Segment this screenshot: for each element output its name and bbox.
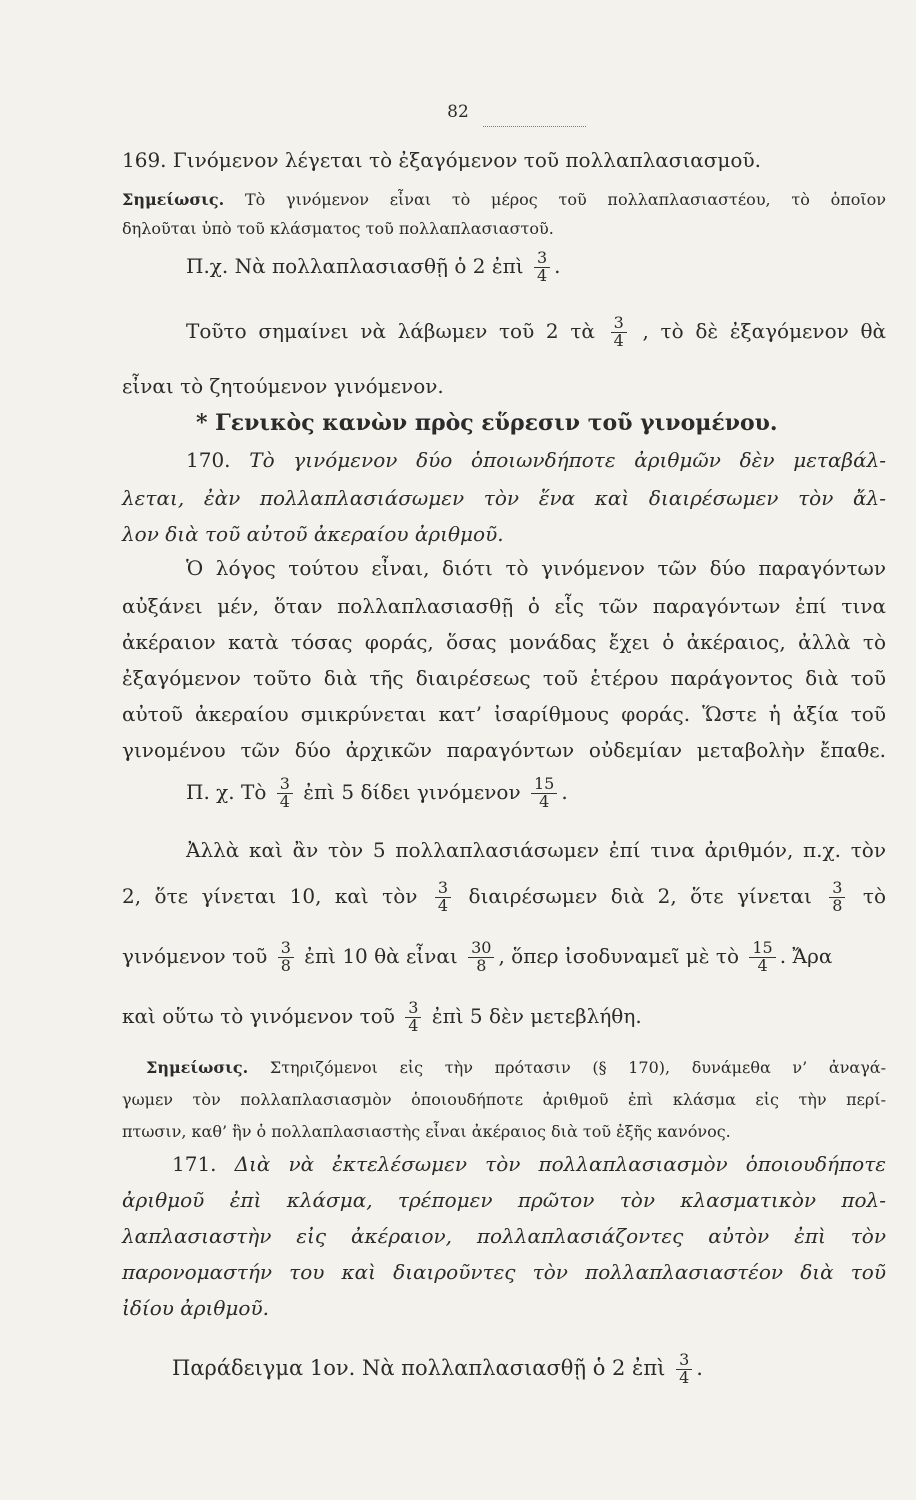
fraction	[278, 940, 294, 975]
example-2	[186, 776, 886, 811]
example-3-l4b: ἐπὶ 5 δὲν μετεβλήθη.	[431, 1003, 642, 1028]
example-3-l2c: τὸ	[862, 883, 887, 908]
example-3-l2b: διαιρέσωμεν διὰ 2, ὅτε γίνεται	[468, 883, 812, 908]
section-169	[122, 148, 886, 172]
fraction-numerator: 3	[437, 878, 449, 897]
example-3-l3c: , ὅπερ ἰσοδυναμεῖ μὲ τὸ	[498, 943, 739, 968]
fraction-denominator: 4	[611, 332, 627, 350]
section-169-text: Γινόμενον λέγεται τὸ ἐξαγόμενον τοῦ πολλαπλασιασμοῦ.	[172, 148, 761, 172]
reason-line-4: ἐξαγόμενον τοῦτο διὰ τῆς διαιρέσεως τοῦ ἑτέρου παράγοντος διὰ τοῦ	[122, 666, 886, 690]
example-3-line-2	[122, 880, 886, 915]
fraction-numerator: 3	[279, 774, 290, 793]
example-3-l2a: 2, ὅτε γίνεται 10, καὶ τὸν	[122, 883, 418, 908]
example-1-post: .	[554, 253, 561, 278]
fraction	[611, 315, 627, 350]
section-171-line-4: παρονομαστήν του καὶ διαιροῦντες τὸν πολλαπλασιαστέον διὰ τοῦ	[122, 1260, 886, 1284]
example-3-l3b: ἐπὶ 10 θὰ εἶναι	[304, 943, 458, 968]
section-171-text-1: Διὰ νὰ ἐκτελέσωμεν τὸν πολλαπλασιασμὸν ὁποιουδήποτε	[234, 1152, 886, 1176]
section-170-text-1: Τὸ γινόμενον δύο ὁποιωνδήποτε ἀριθμῶν δὲν μεταβάλ-	[249, 448, 887, 472]
section-171-line-1	[172, 1152, 886, 1176]
fraction-denominator: 4	[749, 957, 775, 975]
note-2-line-1	[146, 1058, 886, 1077]
section-169-number: 169.	[122, 148, 167, 172]
note-1-label: Σημείωσις.	[122, 190, 225, 209]
example-4-post: .	[696, 1355, 703, 1380]
section-171-line-3: λαπλασιαστὴν εἰς ἀκέραιον, πολλαπλασιάζοντες αὐτὸν ἐπὶ τὸν	[122, 1224, 886, 1248]
fraction	[534, 250, 550, 285]
example-1	[186, 250, 886, 285]
section-171-line-5: ἰδίου ἀριθμοῦ.	[122, 1296, 269, 1320]
fraction-numerator: 3	[280, 938, 291, 957]
reason-line-1: Ὁ λόγος τούτου εἶναι, διότι τὸ γινόμενον τῶν δύο παραγόντων	[186, 556, 886, 580]
reason-line-2: αὐξάνει μέν, ὅταν πολλαπλασιασθῇ ὁ εἷς τῶν παραγόντων ἐπί τινα	[122, 594, 886, 618]
fraction-numerator: 30	[471, 938, 492, 957]
note-1-text-1: Τὸ γινόμενον εἶναι τὸ μέρος τοῦ πολλαπλασιαστέου, τὸ ὁποῖον	[244, 190, 887, 209]
note-2-label: Σημείωσις.	[146, 1058, 249, 1077]
section-heading: * Γενικὸς κανὼν πρὸς εὕρεσιν τοῦ γινομένου.	[196, 410, 778, 436]
fraction	[531, 776, 557, 811]
example-4	[172, 1352, 886, 1387]
section-170-line-1	[186, 448, 886, 472]
fraction-numerator: 3	[536, 248, 548, 267]
example-3-l3a: γινόμενον τοῦ	[122, 943, 268, 968]
fraction	[829, 880, 845, 915]
example-1-text: Π.χ. Νὰ πολλαπλασιασθῇ ὁ 2 ἐπὶ	[186, 253, 524, 278]
example-3-line-1: Ἀλλὰ καὶ ἂν τὸν 5 πολλαπλασιάσωμεν ἐπί τινα ἀριθμόν, π.χ. τὸν	[186, 838, 886, 862]
example-2-text-b: ἐπὶ 5 δίδει γινόμενον	[303, 779, 521, 804]
example-1-explanation	[186, 315, 886, 350]
example-2-text-c: .	[561, 779, 568, 804]
fraction-denominator: 4	[277, 793, 293, 811]
fraction	[749, 940, 775, 975]
note-2-line-2: γωμεν τὸν πολλαπλασιασμὸν ὁποιουδήποτε ἀριθμοῦ ἐπὶ κλάσμα εἰς τὴν περί-	[122, 1090, 886, 1109]
example-1-explanation-2: εἶναι τὸ ζητούμενον γινόμενον.	[122, 374, 444, 398]
example-2-text-a: Π. χ. Τὸ	[186, 779, 267, 804]
section-171-line-2: ἀριθμοῦ ἐπὶ κλάσμα, τρέπομεν πρῶτον τὸν κλασματικὸν πολ-	[122, 1188, 886, 1212]
example-3-line-4	[122, 1000, 886, 1035]
fraction-denominator: 8	[829, 897, 845, 915]
reason-line-5: αὐτοῦ ἀκεραίου σμικρύνεται κατ’ ἰσαρίθμους φοράς. Ὥστε ἡ ἀξία τοῦ	[122, 702, 886, 726]
section-170-line-3: λον διὰ τοῦ αὐτοῦ ἀκεραίου ἀριθμοῦ.	[122, 522, 504, 546]
fraction-numerator: 15	[534, 774, 555, 793]
fraction-denominator: 4	[531, 793, 557, 811]
note-2-text-1: Στηριζόμενοι εἰς τὴν πρότασιν (§ 170), δυνάμεθα ν’ ἀναγά-	[269, 1058, 886, 1077]
example-1-expl-pre: Τοῦτο σημαίνει νὰ λάβωμεν τοῦ 2 τὰ	[186, 318, 595, 343]
note-2-line-3: πτωσιν, καθ’ ἣν ὁ πολλαπλασιαστὴς εἶναι ἀκέραιος διὰ τοῦ ἑξῆς κανόνος.	[122, 1122, 731, 1141]
section-170-line-2: λεται, ἐὰν πολλαπλασιάσωμεν τὸν ἕνα καὶ διαιρέσωμεν τὸν ἄλ-	[122, 486, 886, 510]
fraction-denominator: 4	[435, 897, 451, 915]
section-170-number: 170.	[186, 448, 231, 472]
reason-line-3: ἀκέραιον κατὰ τόσας φοράς, ὅσας μονάδας ἔχει ὁ ἀκέραιος, ἀλλὰ τὸ	[122, 630, 886, 654]
fraction-numerator: 3	[613, 313, 624, 332]
fraction	[405, 1000, 421, 1035]
example-1-expl-post: , τὸ δὲ ἐξαγόμενον θὰ	[642, 318, 887, 343]
fraction	[676, 1352, 692, 1387]
example-4-text: Παράδειγμα 1ον. Νὰ πολλαπλασιασθῇ ὁ 2 ἐπὶ	[172, 1355, 666, 1380]
fraction	[468, 940, 494, 975]
fraction-denominator: 8	[278, 957, 294, 975]
fraction-numerator: 3	[679, 1350, 690, 1369]
fraction-denominator: 4	[676, 1369, 692, 1387]
example-3-l4a: καὶ οὕτω τὸ γινόμενον τοῦ	[122, 1003, 395, 1028]
reason-line-6: γινομένου τῶν δύο ἀρχικῶν παραγόντων οὐδεμίαν μεταβολὴν ἔπαθε.	[122, 738, 886, 762]
section-171-number: 171.	[172, 1152, 217, 1176]
note-1-line-2: δηλοῦται ὑπὸ τοῦ κλάσματος τοῦ πολλαπλασιαστοῦ.	[122, 219, 554, 238]
fraction	[277, 776, 293, 811]
page-number-rule	[483, 126, 586, 127]
fraction-denominator: 4	[405, 1017, 421, 1035]
fraction-numerator: 15	[752, 938, 773, 957]
fraction	[435, 880, 451, 915]
note-1-line-1	[122, 190, 886, 209]
fraction-denominator: 4	[534, 267, 550, 285]
fraction-numerator: 3	[408, 998, 419, 1017]
example-3-l3d: . Ἄρα	[779, 943, 833, 968]
fraction-numerator: 3	[832, 878, 843, 897]
page-number: 82	[447, 102, 469, 122]
fraction-denominator: 8	[468, 957, 494, 975]
example-3-line-3	[122, 940, 886, 975]
